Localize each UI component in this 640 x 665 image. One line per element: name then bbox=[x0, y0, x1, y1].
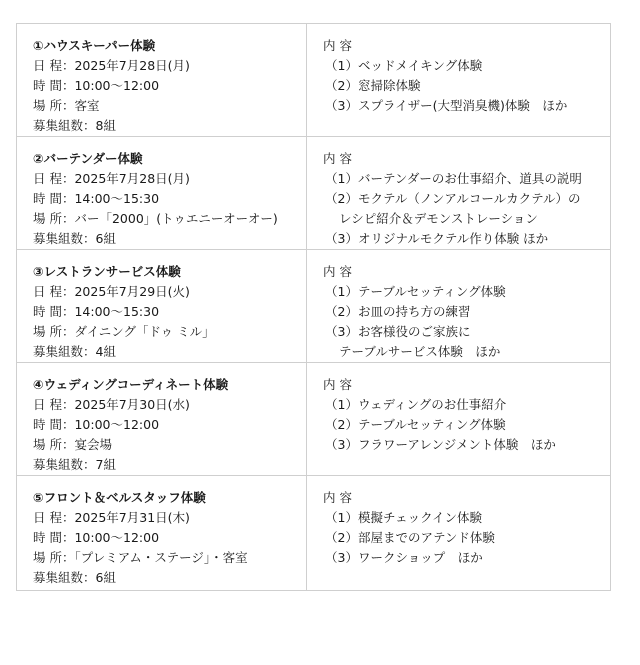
content-item: （2）部屋までのアテンド体験 bbox=[325, 530, 495, 545]
session-time: 時 間：14:00～15:30 bbox=[33, 191, 160, 206]
session-title: ④ウェディングコーディネート体験 bbox=[33, 377, 229, 392]
content-item: （3）スプライザー(大型消臭機)体験 ほか bbox=[325, 98, 568, 113]
content-label: 内 容 bbox=[323, 264, 352, 279]
content-label: 内 容 bbox=[323, 151, 352, 166]
session-row bbox=[17, 250, 611, 363]
session-groups: 募集組数：6組 bbox=[33, 231, 116, 246]
content-item: （1）テーブルセッティング体験 bbox=[325, 284, 506, 299]
content-item: （1）ウェディングのお仕事紹介 bbox=[325, 397, 507, 412]
session-info-cell bbox=[17, 250, 307, 363]
content-label: 内 容 bbox=[323, 490, 352, 505]
session-place: 場 所：バー「2000」(トゥエニーオーオー) bbox=[33, 211, 278, 226]
session-title: ②バーテンダー体験 bbox=[33, 151, 143, 166]
session-groups: 募集組数：6組 bbox=[33, 570, 116, 585]
content-item: （3）ワークショップ ほか bbox=[325, 550, 483, 565]
content-item: （2）窓掃除体験 bbox=[325, 78, 421, 93]
session-content-cell bbox=[307, 250, 611, 363]
content-item: （2）テーブルセッティング体験 bbox=[325, 417, 506, 432]
session-content-cell bbox=[307, 363, 611, 476]
session-row bbox=[17, 363, 611, 476]
schedule-table bbox=[16, 23, 611, 591]
content-item: （1）ベッドメイキング体験 bbox=[325, 58, 483, 73]
content-item: （2）モクテル（ノンアルコールカクテル）の bbox=[325, 191, 581, 206]
session-date: 日 程：2025年7月31日(木) bbox=[33, 510, 190, 525]
session-place: 場 所：客室 bbox=[33, 98, 100, 113]
content-item: （2）お皿の持ち方の練習 bbox=[325, 304, 471, 319]
session-time: 時 間：10:00～12:00 bbox=[33, 417, 160, 432]
session-time: 時 間：10:00～12:00 bbox=[33, 530, 160, 545]
session-title: ③レストランサービス体験 bbox=[33, 264, 181, 279]
content-item-continued: レシピ紹介＆デモンストレーション bbox=[339, 211, 538, 226]
session-info-cell bbox=[17, 24, 307, 137]
session-title: ⑤フロント＆ベルスタッフ体験 bbox=[33, 490, 206, 505]
session-time: 時 間：10:00～12:00 bbox=[33, 78, 160, 93]
session-time: 時 間：14:00～15:30 bbox=[33, 304, 160, 319]
session-info-cell bbox=[17, 137, 307, 250]
session-groups: 募集組数：8組 bbox=[33, 118, 116, 133]
session-date: 日 程：2025年7月29日(火) bbox=[33, 284, 190, 299]
session-content-cell bbox=[307, 137, 611, 250]
session-info-cell bbox=[17, 363, 307, 476]
session-row bbox=[17, 24, 611, 137]
session-title: ①ハウスキーパー体験 bbox=[33, 38, 156, 53]
content-label: 内 容 bbox=[323, 38, 352, 53]
session-groups: 募集組数：7組 bbox=[33, 457, 116, 472]
session-date: 日 程：2025年7月30日(水) bbox=[33, 397, 190, 412]
session-groups: 募集組数：4組 bbox=[33, 344, 116, 359]
session-content-cell bbox=[307, 24, 611, 137]
session-place: 場 所：宴会場 bbox=[33, 437, 112, 452]
content-item: （3）フラワーアレンジメント体験 ほか bbox=[325, 437, 556, 452]
content-label: 内 容 bbox=[323, 377, 352, 392]
session-row bbox=[17, 476, 611, 591]
content-item: （1）バーテンダーのお仕事紹介、道具の説明 bbox=[325, 171, 582, 186]
session-date: 日 程：2025年7月28日(月) bbox=[33, 58, 190, 73]
content-item: （3）オリジナルモクテル作り体験 ほか bbox=[325, 231, 549, 246]
content-item-continued: テーブルサービス体験 ほか bbox=[339, 344, 501, 359]
content-item: （3）お客様役のご家族に bbox=[325, 324, 471, 339]
session-row bbox=[17, 137, 611, 250]
session-place: 場 所：「プレミアム・ステージ」・客室 bbox=[33, 550, 248, 565]
session-info-cell bbox=[17, 476, 307, 591]
session-content-cell bbox=[307, 476, 611, 591]
session-place: 場 所：ダイニング「ドゥ ミル」 bbox=[33, 324, 215, 339]
content-item: （1）模擬チェックイン体験 bbox=[325, 510, 482, 525]
session-date: 日 程：2025年7月28日(月) bbox=[33, 171, 190, 186]
